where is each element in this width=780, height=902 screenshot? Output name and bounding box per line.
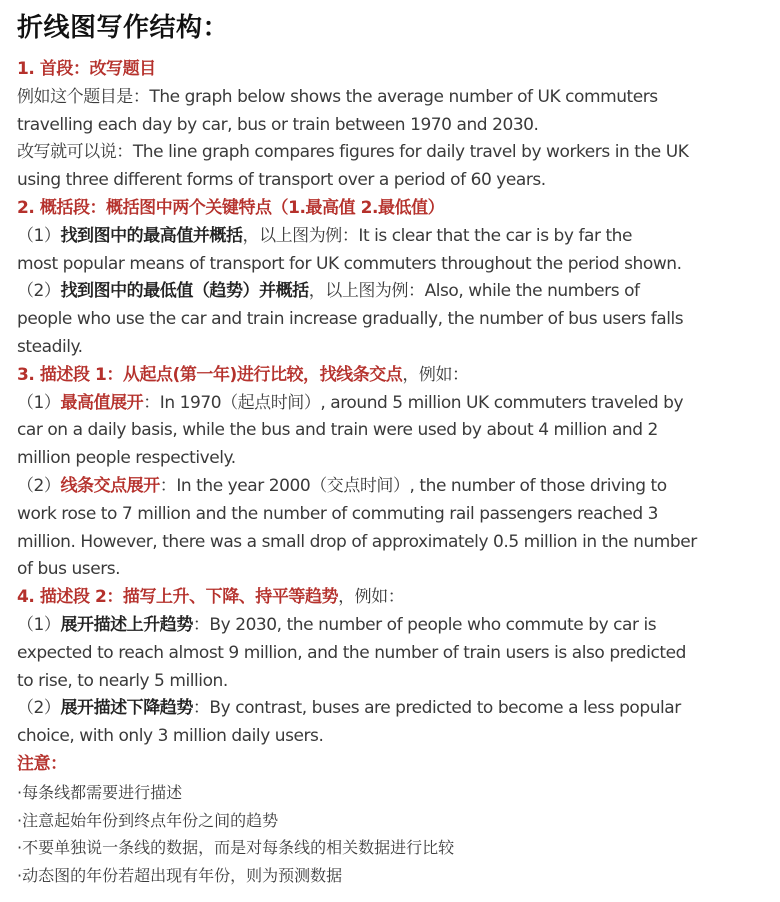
- notes-heading: 注意：: [17, 753, 67, 774]
- point-prefix: （1）: [17, 392, 61, 413]
- section-3-heading-row: [17, 362, 773, 390]
- section-2-point-1-line-2: most popular means of transport for UK commuters throughout the period shown.: [17, 253, 682, 274]
- section-3-heading-tail: ，例如：: [402, 364, 469, 385]
- section-2-point-2: [17, 278, 773, 306]
- point-text: ，以上图为例：It is clear that the car is by far the: [242, 225, 633, 246]
- section-2-point-1: [17, 223, 773, 251]
- section-3-point-1-line-2: car on a daily basis, while the bus and train were used by about 4 million and 2: [17, 420, 658, 441]
- point-emphasis: 展开描述上升趋势: [60, 614, 193, 635]
- point-emphasis: 展开描述下降趋势: [60, 698, 193, 719]
- section-3-point-1-line-3: million people respectively.: [17, 448, 236, 469]
- section-1-line-1: 例如这个题目是：The graph below shows the average number of UK commuters: [17, 86, 658, 107]
- point-text: ：By 2030, the number of people who commute by car is: [192, 614, 657, 635]
- note-item: ·每条线都需要进行描述: [17, 782, 183, 802]
- section-4-heading-tail: ，例如：: [338, 587, 405, 608]
- point-emphasis: 线条交点展开: [60, 475, 160, 496]
- section-4-point-1-line-2: expected to reach almost 9 million, and the number of train users is also predicted: [17, 642, 686, 663]
- point-text: ：In 1970（起点时间）, around 5 million UK commuters traveled by: [143, 392, 684, 413]
- note-item: ·不要单独说一条线的数据，而是对每条线的相关数据进行比较: [17, 838, 455, 858]
- point-prefix: （2）: [17, 281, 61, 302]
- section-1-line-3: 改写就可以说：The line graph compares figures for daily travel by workers in the UK: [17, 142, 689, 163]
- note-item: ·动态图的年份若超出现有年份，则为预测数据: [17, 866, 343, 886]
- point-emphasis: 最高值展开: [60, 392, 144, 413]
- article: [17, 8, 773, 890]
- point-text: ，以上图为例：Also, while the numbers of: [308, 281, 640, 302]
- section-1-line-4: using three different forms of transport over a period of 60 years.: [17, 170, 546, 191]
- section-2-heading: 2. 概括段：概括图中两个关键特点（1.最高值 2.最低值）: [17, 197, 445, 218]
- point-emphasis: 找到图中的最低值（趋势）并概括: [60, 281, 309, 302]
- section-4-heading-row: [17, 584, 773, 612]
- section-3-point-2: [17, 473, 773, 501]
- page-title: 折线图写作结构：: [17, 13, 230, 43]
- point-prefix: （1）: [17, 614, 61, 635]
- point-prefix: （1）: [17, 225, 61, 246]
- point-emphasis: 找到图中的最高值并概括: [60, 225, 243, 246]
- section-4-point-1: [17, 612, 773, 640]
- point-text: ：In the year 2000（交点时间）, the number of those driving to: [159, 475, 667, 496]
- point-prefix: （2）: [17, 698, 61, 719]
- section-3-point-2-line-4: of bus users.: [17, 559, 121, 580]
- point-prefix: （2）: [17, 475, 61, 496]
- section-3-point-2-line-2: work rose to 7 million and the number of commuting rail passengers reached 3: [17, 503, 659, 524]
- section-3-point-2-line-3: million. However, there was a small drop of approximately 0.5 million in the number: [17, 531, 697, 552]
- section-4-point-2: [17, 695, 773, 723]
- note-item: ·注意起始年份到终点年份之间的趋势: [17, 810, 279, 830]
- section-4-heading: 4. 描述段 2：描写上升、下降、持平等趋势: [17, 587, 339, 608]
- section-2-point-2-line-2: people who use the car and train increase gradually, the number of bus users falls: [17, 309, 684, 330]
- section-1-heading: 1. 首段：改写题目: [17, 59, 156, 79]
- section-3-heading: 3. 描述段 1：从起点(第一年)进行比较，找线条交点: [17, 364, 403, 385]
- section-2-point-2-line-3: steadily.: [17, 336, 83, 357]
- section-4-point-2-line-2: choice, with only 3 million daily users.: [17, 726, 324, 747]
- section-1-line-2: travelling each day by car, bus or train between 1970 and 2030.: [17, 114, 539, 135]
- section-4-point-1-line-3: to rise, to nearly 5 million.: [17, 670, 228, 691]
- point-text: ：By contrast, buses are predicted to become a less popular: [192, 698, 681, 719]
- section-3-point-1: [17, 390, 773, 418]
